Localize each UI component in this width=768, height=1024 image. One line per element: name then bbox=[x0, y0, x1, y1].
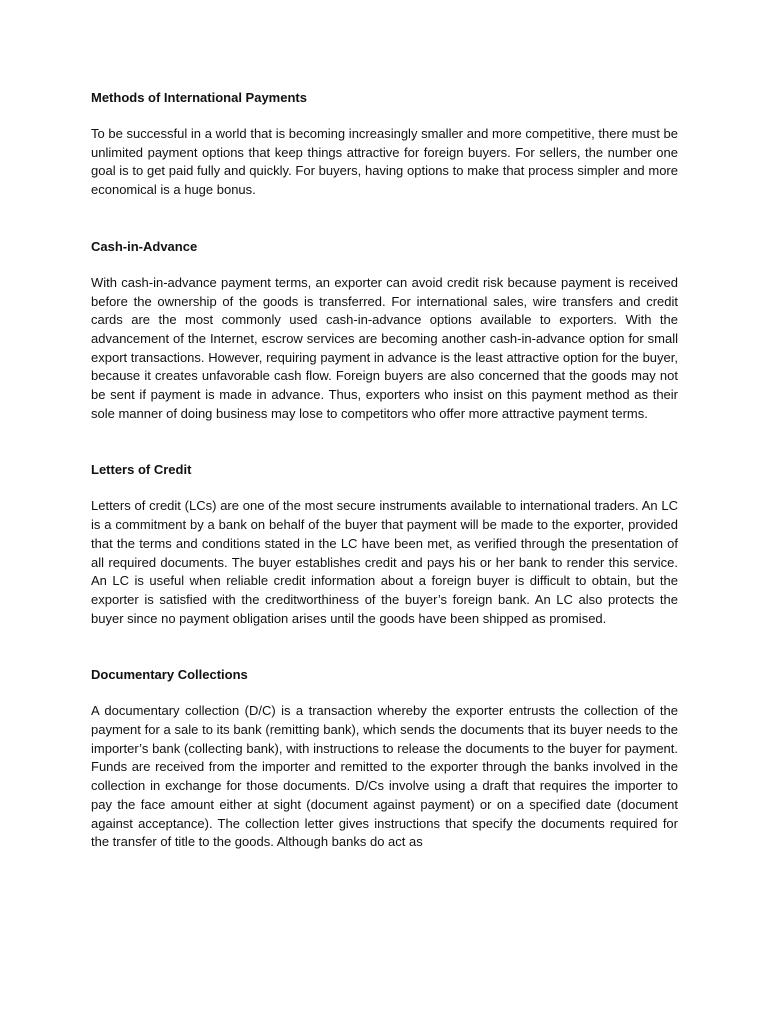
section-body-documentary-collections: A documentary collection (D/C) is a transaction whereby the exporter entrusts the collection of the payment for a sale to its bank (remitting bank), which sends the documents that its buyer needs to the importer’s bank (collecting bank), with instructions to release the documents to the buyer for payment. Funds are received from the importer and remitted to the exporter through the banks involved in the collection in exchange for those documents. D/Cs involve using a draft that requires the importer to pay the face amount either at sight (document against payment) or on a specified date (document against acceptance). The collection letter gives instructions that specify the documents required for the transfer of title to the goods. Although banks do act as bbox=[91, 703, 678, 850]
section-body-letters-of-credit: Letters of credit (LCs) are one of the most secure instruments available to international traders. An LC is a commitment by a bank on behalf of the buyer that payment will be made to the exporter, provided that the terms and conditions stated in the LC have been met, as verified through the presentation of all required documents. The buyer establishes credit and pays his or her bank to render this service. An LC is useful when reliable credit information about a foreign buyer is difficult to obtain, but the exporter is satisfied with the creditworthiness of the buyer’s foreign bank. An LC also protects the buyer since no payment obligation arises until the goods have been shipped as promised. bbox=[91, 498, 678, 626]
section-body-cash-in-advance: With cash-in-advance payment terms, an exporter can avoid credit risk because payment is received before the ownership of the goods is transferred. For international sales, wire transfers and credit cards are the most commonly used cash-in-advance options available to exporters. With the advancement of the Internet, escrow services are becoming another cash-in-advance option for small export transactions. However, requiring payment in advance is the least attractive option for the buyer, because it creates unfavorable cash flow. Foreign buyers are also concerned that the goods may not be sent if payment is made in advance. Thus, exporters who insist on this payment method as their sole manner of doing business may lose to competitors who offer more attractive payment terms. bbox=[91, 274, 678, 421]
section-heading-cash-in-advance: Cash-in-Advance bbox=[91, 238, 198, 254]
intro-paragraph: To be successful in a world that is becoming increasingly smaller and more competitive, there must be unlimited payment options that keep things attractive for foreign buyers. For sellers, the number one goal is to get paid fully and quickly. For buyers, having options to make that process simpler and more economical is a huge bonus. bbox=[91, 126, 678, 198]
document-content bbox=[91, 88, 678, 852]
section-heading-documentary-collections: Documentary Collections bbox=[91, 667, 248, 683]
section-heading-letters-of-credit: Letters of Credit bbox=[91, 462, 192, 478]
document-title: Methods of International Payments bbox=[91, 90, 307, 105]
